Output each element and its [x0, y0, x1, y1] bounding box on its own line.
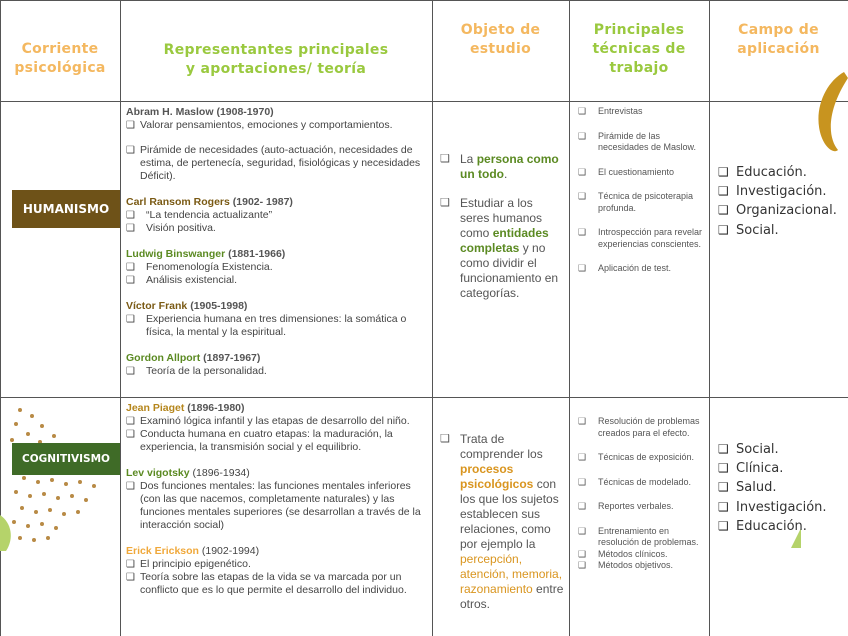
item-text: Pirámide de necesidades (auto-actuación, necesidades de estima, de pertenecía, seguridad, fisiológicas y necesidades Déficit). [140, 144, 421, 182]
column-divider [709, 0, 710, 636]
list-item [718, 440, 846, 459]
list-item [578, 526, 704, 549]
label-humanismo: HUMANISMO [12, 190, 120, 228]
list-item [126, 558, 426, 571]
list-item [126, 261, 426, 274]
list-item [718, 182, 846, 201]
header-objeto [432, 21, 569, 59]
header-line: técnicas de [592, 41, 686, 57]
list-item [578, 416, 704, 439]
checkbox-bullet-icon: ❑ [126, 145, 135, 156]
checkbox-bullet-icon: ❑ [578, 501, 587, 511]
author-erickson [126, 545, 426, 558]
checkbox-bullet-icon: ❑ [718, 222, 729, 237]
column-divider [432, 0, 433, 636]
leaf-decoration-left [0, 515, 14, 551]
cognitivismo-objeto [440, 432, 564, 612]
checkbox-bullet-icon: ❑ [440, 153, 450, 165]
list-item [718, 459, 846, 478]
item-text: Estudiar a los seres humanos como entidades completas y no como dividir el funcionamiento en categorías. [460, 196, 559, 300]
item-text: Métodos clínicos. [598, 548, 668, 559]
list-item [126, 365, 426, 378]
header-campo [709, 21, 848, 59]
item-text: Entrevistas [598, 106, 643, 116]
checkbox-bullet-icon: ❑ [578, 452, 587, 462]
list-item [126, 274, 426, 287]
checkbox-bullet-icon: ❑ [440, 433, 450, 445]
item-text: Social. [736, 442, 779, 457]
item-text: Técnicas de modelado. [598, 476, 692, 487]
list-item [126, 222, 426, 235]
list-item [578, 227, 704, 250]
list-item [718, 498, 846, 517]
checkbox-bullet-icon: ❑ [126, 416, 135, 427]
item-text: Investigación. [736, 499, 827, 515]
item-text: Aplicación de test. [598, 263, 672, 273]
item-text: Entrenamiento en resolución de problemas. [598, 525, 699, 547]
author-name: Carl Ransom Rogers [126, 196, 230, 208]
header-divider [0, 101, 848, 102]
item-text: “La tendencia actualizante” [146, 209, 273, 221]
list-item [126, 480, 426, 532]
list-item [718, 517, 846, 536]
checkbox-bullet-icon: ❑ [126, 429, 135, 440]
list-item [578, 477, 704, 489]
list-item [718, 478, 846, 497]
checkbox-bullet-icon: ❑ [718, 499, 729, 514]
row-divider [0, 397, 848, 398]
author-vigotsky [126, 467, 426, 480]
checkbox-bullet-icon: ❑ [578, 560, 587, 570]
item-text: Técnica de psicoterapia profunda. [598, 191, 694, 213]
item-text: Dos funciones mentales: las funciones mentales inferiores (con las que nacemos, completamente naturales) y las funciones mentales superiores (se desarrollan a través de la interacción social) [140, 480, 421, 531]
item-text: Teoría sobre las etapas de la vida se va marcada por un conflicto que es lo que permite el desarrollo del individuo. [140, 571, 407, 596]
cognitivismo-campo [718, 440, 846, 536]
author-name: Jean Piaget [126, 402, 185, 414]
checkbox-bullet-icon: ❑ [578, 525, 587, 536]
author-years: (1902- 1987) [229, 196, 293, 208]
column-divider [120, 0, 121, 636]
checkbox-bullet-icon: ❑ [578, 106, 587, 116]
checkbox-bullet-icon: ❑ [578, 416, 587, 426]
label-cognitivismo: COGNITIVISMO [12, 443, 120, 475]
list-item [718, 163, 846, 182]
item-text: Fenomenología Existencia. [146, 261, 273, 273]
list-item [126, 209, 426, 222]
list-item [126, 428, 426, 454]
header-line: Objeto de [460, 22, 541, 38]
checkbox-bullet-icon: ❑ [718, 461, 729, 476]
highlight-text: persona como un todo [460, 152, 559, 181]
author-binswanger [126, 248, 426, 261]
item-text: Pirámide de las necesidades de Maslow. [598, 130, 697, 152]
list-item [578, 167, 704, 179]
author-name: Lev vigotsky [126, 467, 190, 479]
author-years: (1902-1994) [198, 545, 260, 557]
item-text: Experiencia humana en tres dimensiones: la somática o física, la mental y la espiritual. [146, 313, 407, 338]
item-text: La persona como un todo. [460, 152, 559, 181]
list-item [718, 221, 846, 240]
item-text: Valorar pensamientos, emociones y comportamientos. [140, 119, 393, 131]
author-allport [126, 352, 426, 365]
checkbox-bullet-icon: ❑ [718, 518, 729, 533]
column-divider [569, 0, 570, 636]
list-item [440, 196, 564, 301]
author-name: Gordon Allport [126, 352, 201, 364]
list-item [578, 263, 704, 275]
list-item [126, 313, 426, 339]
author-name: Erick Erickson [126, 545, 199, 557]
item-text: Conducta humana en cuatro etapas: la maduración, la experiencia, la transmisión social y el equilibrio. [140, 428, 393, 453]
author-name: Víctor Frank [126, 300, 188, 312]
author-piaget [126, 402, 426, 415]
item-text: Análisis existencial. [146, 274, 238, 286]
item-text: Trata de comprender los procesos psicológicos con los que los sujetos establecen sus relaciones, como por ejemplo la percepción, atención, memoria, razonamiento entre otros. [460, 432, 564, 611]
list-item [578, 191, 704, 214]
author-name: Ludwig Binswanger [126, 248, 226, 260]
list-item [440, 152, 564, 182]
header-corriente [0, 40, 120, 78]
list-item [578, 452, 704, 464]
header-line: Representantes principales [163, 42, 389, 58]
item-text: Visión positiva. [146, 222, 216, 234]
checkbox-bullet-icon: ❑ [126, 572, 135, 583]
item-text: Organizacional. [736, 203, 837, 219]
humanismo-tecnicas [578, 106, 704, 275]
checkbox-bullet-icon: ❑ [578, 166, 587, 177]
author-frank [126, 300, 426, 313]
header-representantes [120, 41, 432, 79]
list-item [126, 119, 426, 132]
item-text: Clínica. [736, 461, 784, 477]
list-item [440, 432, 564, 612]
header-line: y aportaciones/ teoría [185, 61, 367, 77]
checkbox-bullet-icon: ❑ [126, 223, 135, 234]
humanismo-representantes [126, 106, 426, 378]
author-name: Abram H. Maslow [126, 106, 214, 118]
list-item [126, 144, 426, 183]
cognitivismo-representantes [126, 402, 426, 597]
checkbox-bullet-icon: ❑ [578, 263, 587, 273]
author-years: (1881-1966) [225, 248, 286, 260]
header-tecnicas [569, 21, 709, 78]
item-text: Reportes verbales. [598, 501, 674, 511]
item-text: Técnicas de exposición. [598, 452, 695, 462]
humanismo-objeto [440, 152, 564, 301]
item-text: Salud. [736, 480, 777, 496]
author-rogers [126, 196, 426, 209]
highlight-text: entidades completas [460, 226, 549, 255]
checkbox-bullet-icon: ❑ [126, 262, 135, 273]
list-item [578, 549, 704, 561]
header-line: aplicación [737, 41, 820, 57]
checkbox-bullet-icon: ❑ [718, 203, 729, 218]
checkbox-bullet-icon: ❑ [578, 548, 587, 559]
item-text: Educación. [736, 165, 807, 180]
checkbox-bullet-icon: ❑ [718, 442, 729, 456]
checkbox-bullet-icon: ❑ [718, 165, 729, 179]
list-item [126, 415, 426, 428]
item-text: Introspección para revelar experiencias conscientes. [598, 227, 703, 249]
list-item [578, 501, 704, 513]
humanismo-campo [718, 163, 846, 240]
checkbox-bullet-icon: ❑ [126, 481, 135, 492]
list-item [578, 106, 704, 118]
item-text: El principio epigenético. [140, 558, 251, 570]
checkbox-bullet-icon: ❑ [578, 227, 587, 237]
list-item [578, 131, 704, 154]
list-item [718, 201, 846, 220]
item-text: Educación. [736, 518, 807, 534]
author-maslow [126, 106, 426, 119]
checkbox-bullet-icon: ❑ [126, 559, 135, 570]
item-text: Social. [736, 222, 779, 238]
checkbox-bullet-icon: ❑ [440, 197, 450, 209]
checkbox-bullet-icon: ❑ [718, 184, 729, 199]
header-line: trabajo [609, 60, 669, 76]
highlight-text: procesos psicológicos [460, 462, 534, 491]
item-text: Métodos objetivos. [598, 560, 674, 570]
item-text: El cuestionamiento [598, 166, 675, 177]
checkbox-bullet-icon: ❑ [578, 476, 587, 487]
header-line: Corriente [21, 41, 99, 57]
item-text: Investigación. [736, 184, 827, 200]
gold-swirl-decoration [808, 68, 848, 158]
checkbox-bullet-icon: ❑ [126, 120, 135, 131]
header-line: Campo de [738, 22, 819, 38]
checkbox-bullet-icon: ❑ [578, 130, 587, 141]
author-years: (1908-1970) [213, 106, 274, 118]
checkbox-bullet-icon: ❑ [718, 480, 729, 495]
checkbox-bullet-icon: ❑ [126, 210, 135, 221]
header-line: psicológica [14, 60, 106, 76]
table-border-top [0, 0, 848, 1]
list-item [126, 571, 426, 597]
item-text: Teoría de la personalidad. [146, 365, 267, 377]
list-item [578, 560, 704, 572]
header-line: Principales [593, 22, 685, 38]
highlight-text: percepción, atención, memoria, razonamiento [460, 552, 563, 596]
checkbox-bullet-icon: ❑ [126, 275, 135, 286]
author-years: (1905-1998) [187, 300, 248, 312]
checkbox-bullet-icon: ❑ [126, 314, 135, 325]
item-text: Examinó lógica infantil y las etapas de desarrollo del niño. [140, 415, 410, 427]
cognitivismo-tecnicas [578, 416, 704, 572]
checkbox-bullet-icon: ❑ [578, 191, 587, 201]
author-years: (1896-1934) [189, 467, 250, 479]
author-years: (1897-1967) [200, 352, 261, 364]
item-text: Resolución de problemas creados para el efecto. [598, 416, 700, 438]
header-line: estudio [469, 41, 532, 57]
author-years: (1896-1980) [184, 402, 245, 414]
checkbox-bullet-icon: ❑ [126, 366, 135, 377]
